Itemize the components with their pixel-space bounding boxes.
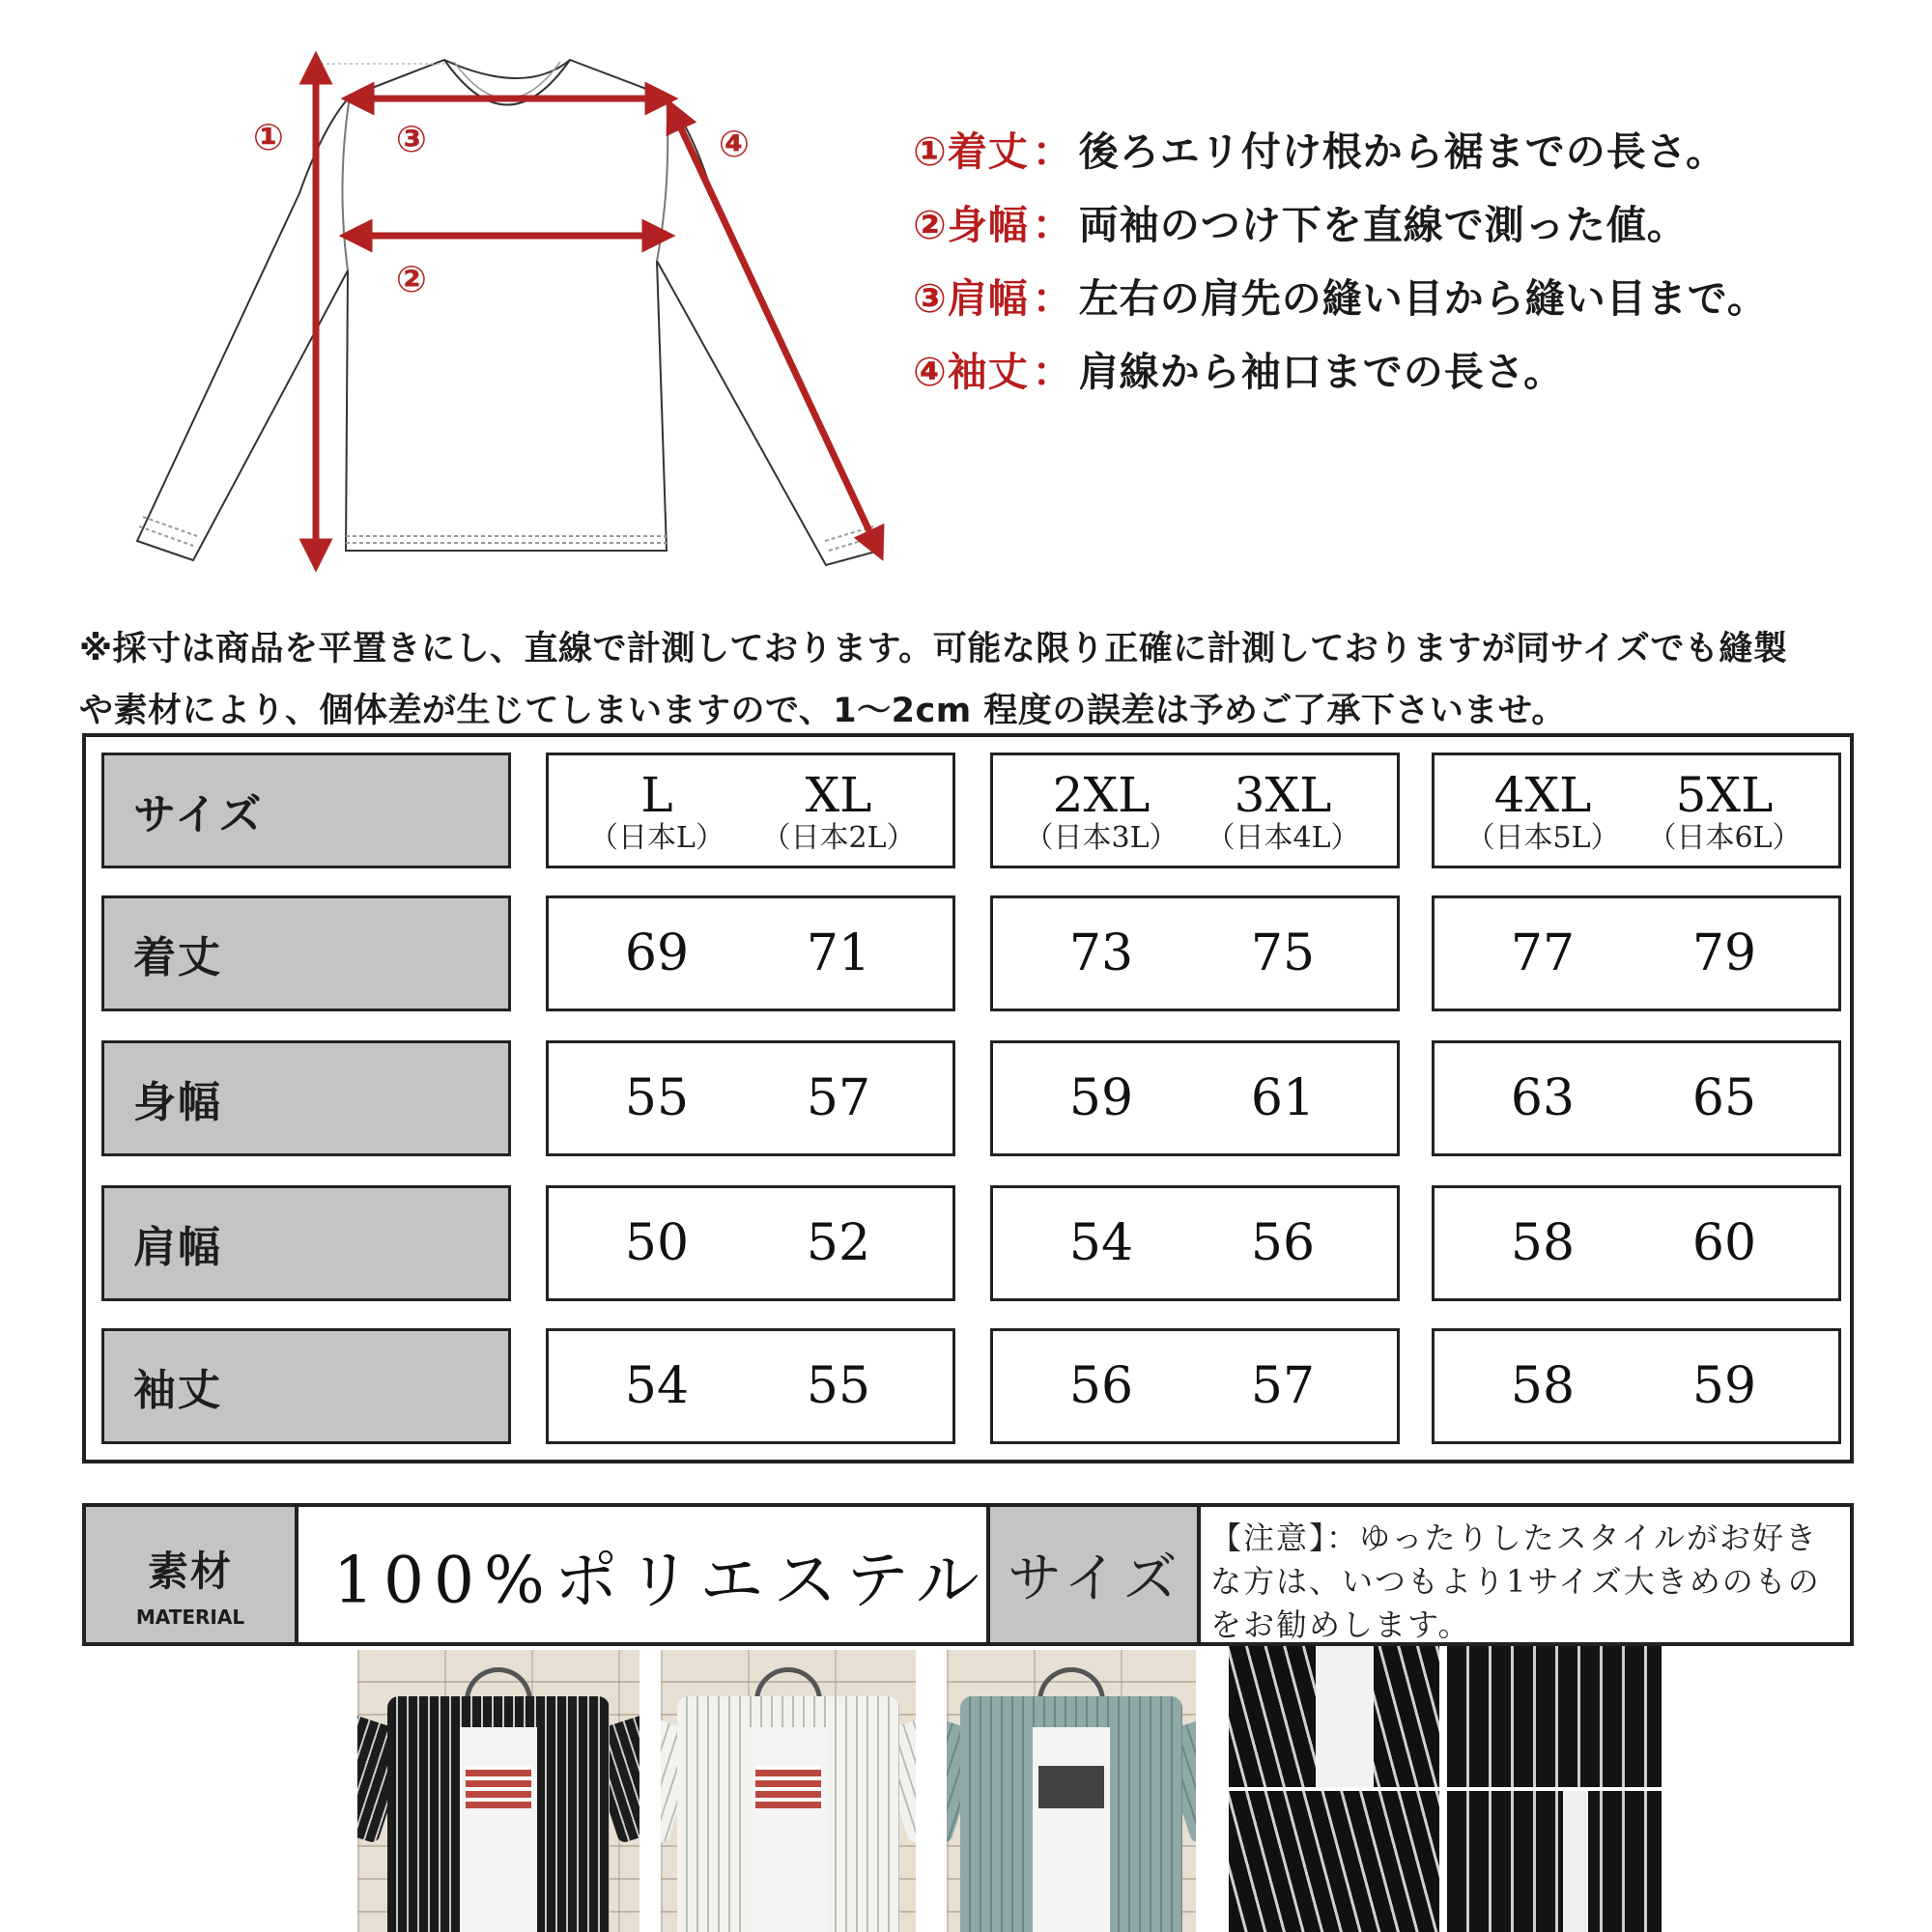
size-code: 2XL xyxy=(1052,767,1151,823)
size-note-cell xyxy=(1201,1507,1850,1642)
material-value-cell xyxy=(298,1507,990,1642)
size-code: 3XL xyxy=(1234,767,1332,823)
table-value: 77 xyxy=(1510,924,1576,982)
value-group xyxy=(1432,895,1841,1011)
table-value: 63 xyxy=(1510,1069,1576,1127)
row-label-cell xyxy=(101,1328,511,1444)
inner-tee xyxy=(750,1727,827,1932)
table-value: 52 xyxy=(806,1214,871,1272)
value-group xyxy=(990,895,1400,1011)
tee-print xyxy=(755,1766,821,1808)
marker-sleeve: ④ xyxy=(718,123,751,165)
legend-sep: ： xyxy=(1032,348,1073,395)
detail-photo-pocket xyxy=(1447,1646,1662,1787)
marker-chest: ② xyxy=(395,258,428,300)
row-label-cell xyxy=(101,1040,511,1156)
header-label: サイズ xyxy=(133,790,264,839)
legend-desc: 肩線から袖口までの長さ。 xyxy=(1078,348,1565,395)
table-value: 59 xyxy=(1691,1357,1757,1415)
table-value: 75 xyxy=(1250,924,1316,982)
detail-photo-hem xyxy=(1229,1791,1439,1932)
measurement-notice xyxy=(79,618,1876,742)
material-value: 100%ポリエステル xyxy=(333,1543,989,1618)
header-label-cell xyxy=(101,753,511,868)
product-photo-white xyxy=(661,1650,916,1932)
size-jp: （日本5L） xyxy=(1465,821,1620,855)
material-label-en: MATERIAL xyxy=(135,1605,245,1629)
shirt-measurement-diagram xyxy=(116,39,908,580)
value-group xyxy=(546,1328,955,1444)
legend-term: ④袖丈 xyxy=(913,348,1029,395)
legend-term: ③肩幅 xyxy=(913,274,1029,322)
inner-tee xyxy=(1033,1727,1110,1932)
detail-photo-collar xyxy=(1229,1646,1439,1787)
value-group xyxy=(990,1185,1400,1301)
size-header-group xyxy=(990,753,1400,868)
value-group xyxy=(1432,1185,1841,1301)
size-table xyxy=(82,733,1854,1463)
legend-item-shoulder xyxy=(913,258,1768,331)
table-value: 71 xyxy=(806,924,871,982)
table-value: 65 xyxy=(1691,1069,1757,1127)
size-header-group xyxy=(1432,753,1841,868)
legend-desc: 後ろエリ付け根から裾までの長さ。 xyxy=(1078,128,1727,175)
table-value: 54 xyxy=(1068,1214,1134,1272)
size-note: 【注意】：ゆったりしたスタイルがお好きな方は、いつもより1サイズ大きめのものをお勧めします。 xyxy=(1210,1520,1821,1643)
table-value: 56 xyxy=(1068,1357,1134,1415)
inner-tee xyxy=(460,1727,537,1932)
table-value: 73 xyxy=(1068,924,1134,982)
table-value: 56 xyxy=(1250,1214,1316,1272)
tee-print xyxy=(466,1766,531,1808)
table-value: 60 xyxy=(1691,1214,1757,1272)
row-label-cell xyxy=(101,895,511,1011)
size-code: L xyxy=(640,767,673,823)
size-header xyxy=(589,769,724,856)
marker-length: ① xyxy=(252,116,285,158)
size-jp: （日本6L） xyxy=(1647,821,1802,855)
legend-item-chest xyxy=(913,185,1768,258)
row-label-cell xyxy=(101,1185,511,1301)
notice-line-2: や素材により、個体差が生じてしまいますので、1～2cm 程度の誤差は予めご了承下さいませ。 xyxy=(79,692,1566,730)
row-label: 肩幅 xyxy=(133,1223,222,1272)
size-header xyxy=(1206,769,1359,856)
marker-shoulder: ③ xyxy=(395,118,428,160)
material-row xyxy=(82,1503,1854,1646)
legend-sep: ： xyxy=(1032,274,1073,322)
row-label: 着丈 xyxy=(133,933,222,982)
size-header xyxy=(761,769,915,856)
inner-tee xyxy=(1316,1646,1374,1787)
table-value: 58 xyxy=(1510,1214,1576,1272)
table-value: 55 xyxy=(624,1069,690,1127)
product-photo-black xyxy=(357,1650,639,1932)
row-label: 袖丈 xyxy=(133,1366,222,1415)
size-jp: （日本4L） xyxy=(1206,821,1360,855)
notice-line-1: ※採寸は商品を平置きにし、直線で計測しております。可能な限り正確に計測しておりますが同サイズでも縫製 xyxy=(79,630,1788,668)
legend-term: ②身幅 xyxy=(913,201,1029,248)
legend-sep: ： xyxy=(1032,128,1073,175)
size-jp: （日本3L） xyxy=(1024,821,1179,855)
value-group xyxy=(990,1040,1400,1156)
detail-photo-buttons xyxy=(1447,1791,1662,1932)
size-note-label: サイズ xyxy=(1008,1548,1183,1610)
placket xyxy=(1563,1791,1588,1932)
legend-term: ①着丈 xyxy=(913,128,1029,175)
size-jp: （日本L） xyxy=(589,821,724,855)
table-value: 69 xyxy=(624,924,690,982)
legend-item-sleeve xyxy=(913,331,1768,405)
size-header xyxy=(1465,769,1619,856)
value-group xyxy=(546,1040,955,1156)
legend-desc: 両袖のつけ下を直線で測った値。 xyxy=(1078,201,1688,248)
value-group xyxy=(1432,1040,1841,1156)
product-photo-blue xyxy=(947,1650,1196,1932)
size-jp: （日本2L） xyxy=(761,821,916,855)
size-code: XL xyxy=(805,767,872,823)
row-label: 身幅 xyxy=(133,1078,222,1127)
table-value: 50 xyxy=(624,1214,690,1272)
size-header xyxy=(1647,769,1801,856)
size-code: 5XL xyxy=(1675,767,1774,823)
tee-print xyxy=(1038,1766,1104,1808)
material-label: 素材 xyxy=(147,1548,233,1595)
legend-sep: ： xyxy=(1032,201,1073,248)
table-value: 55 xyxy=(806,1357,871,1415)
table-value: 59 xyxy=(1068,1069,1134,1127)
legend-desc: 左右の肩先の縫い目から縫い目まで。 xyxy=(1078,274,1768,322)
measurement-legend xyxy=(913,111,1768,405)
table-value: 61 xyxy=(1250,1069,1316,1127)
size-code: 4XL xyxy=(1493,767,1592,823)
sleeve-arrow xyxy=(674,114,876,546)
value-group xyxy=(990,1328,1400,1444)
value-group xyxy=(1432,1328,1841,1444)
size-note-label-cell xyxy=(990,1507,1201,1642)
size-header xyxy=(1024,769,1178,856)
table-value: 54 xyxy=(624,1357,690,1415)
table-value: 57 xyxy=(1250,1357,1316,1415)
size-header-group xyxy=(546,753,955,868)
table-value: 79 xyxy=(1691,924,1757,982)
value-group xyxy=(546,1185,955,1301)
material-label-cell xyxy=(86,1507,298,1642)
value-group xyxy=(546,895,955,1011)
legend-item-length xyxy=(913,111,1768,185)
table-value: 57 xyxy=(806,1069,871,1127)
table-value: 58 xyxy=(1510,1357,1576,1415)
